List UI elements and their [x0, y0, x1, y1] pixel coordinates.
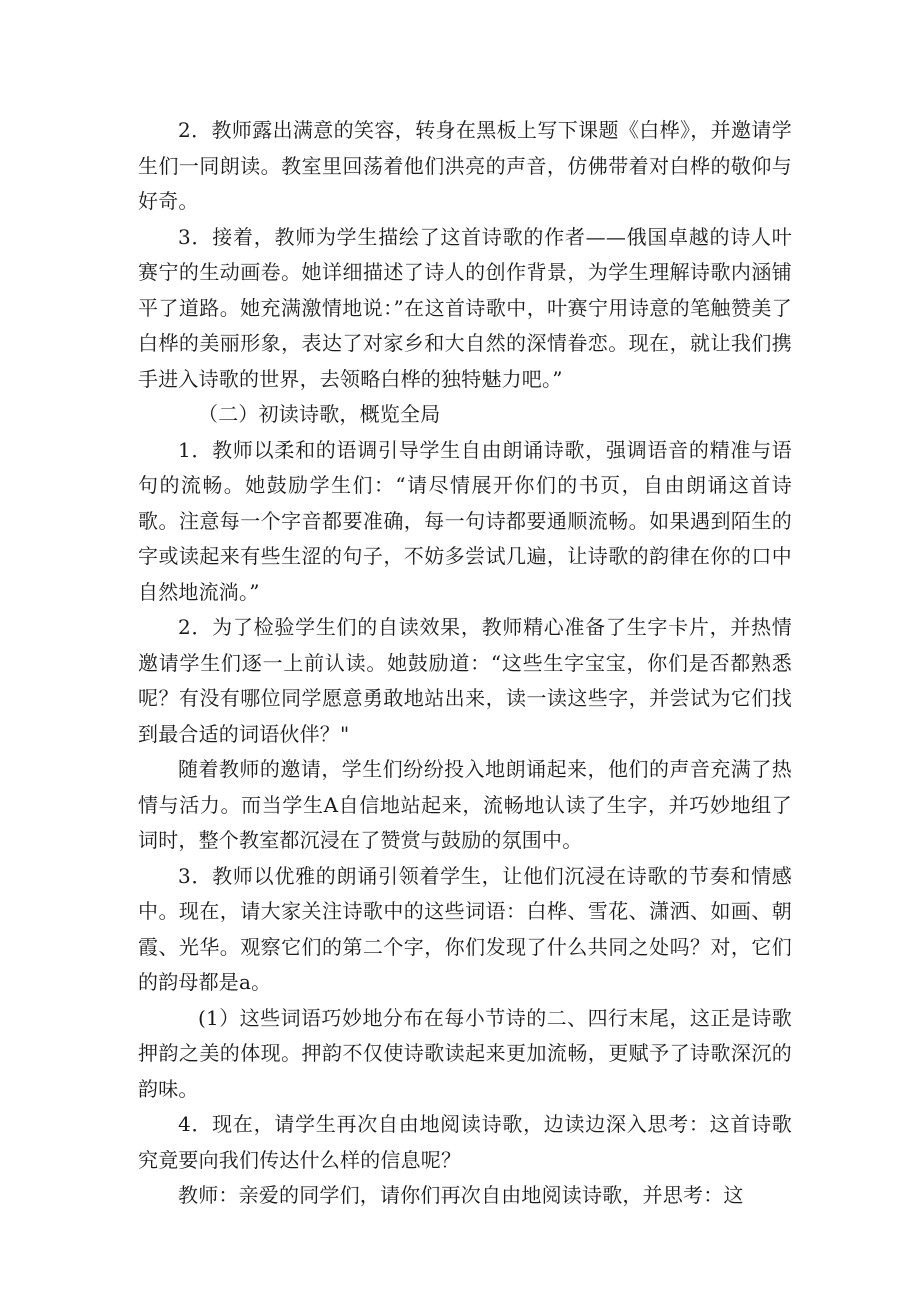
paragraph-item-2-title: 2．教师露出满意的笑容，转身在黑板上写下课题《白桦》，并邀请学生们一同朗读。教室里回荡着他们洪亮的声音，仿佛带着对白桦的敬仰与好奇。 [138, 118, 792, 213]
paragraph-item-3-author: 3．接着，教师为学生描绘了这首诗歌的作者——俄国卓越的诗人叶赛宁的生动画卷。她详细描述了诗人的创作背景，为学生理解诗歌内涵铺平了道路。她充满激情地说：”在这首诗歌中，叶赛宁用诗意的笔触赞美了白桦的美丽形象，表达了对家乡和大自然的深情眷恋。现在，就让我们携手进入诗歌的世界，去领略白桦的独特魅力吧。” [138, 224, 792, 391]
paragraph-subitem-1: (1）这些词语巧妙地分布在每小节诗的二、四行末尾，这正是诗歌押韵之美的体现。押韵不仅使诗歌读起来更加流畅，更赋予了诗歌深沉的韵味。 [138, 1005, 792, 1101]
paragraph-item-4-rereading: 4．现在，请学生再次自由地阅读诗歌，边读边深入思考：这首诗歌究竟要向我们传达什么样的信息呢？ [138, 1112, 792, 1172]
paragraph-item-2-cards: 2．为了检验学生们的自读效果，教师精心准备了生字卡片，并热情邀请学生们逐一上前认读。她鼓励道：“这些生字宝宝，你们是否都熟悉呢？有没有哪位同学愿意勇敢地站出来，读一读这些字，并尝试为它们找到最合适的词语伙伴？" [138, 615, 792, 746]
document-page [138, 113, 792, 1214]
paragraph-teacher-line: 教师：亲爱的同学们，请你们再次自由地阅读诗歌，并思考：这 [178, 1183, 744, 1207]
paragraph-item-3-rhyme: 3．教师以优雅的朗诵引领着学生，让他们沉浸在诗歌的节奏和情感中。现在，请大家关注诗歌中的这些词语：白桦、雪花、潇洒、如画、朝霞、光华。观察它们的第二个字，你们发现了什么共同之处吗？对，它们的韵母都是a。 [138, 863, 792, 994]
paragraph-student-response: 随着教师的邀请，学生们纷纷投入地朗诵起来，他们的声音充满了热情与活力。而当学生A自信地站起来，流畅地认读了生字，并巧妙地组了词时，整个教室都沉浸在了赞赏与鼓励的氛围中。 [138, 757, 792, 852]
section-heading: （二）初读诗歌，概览全局 [198, 402, 441, 426]
paragraph-item-1-reading: 1．教师以柔和的语调引导学生自由朗诵诗歌，强调语音的精准与语句的流畅。她鼓励学生们：“请尽情展开你们的书页，自由朗诵这首诗歌。注意每一个字音都要准确，每一句诗都要通顺流畅。如果遇到陌生的字或读起来有些生涩的句子，不妨多尝试几遍，让诗歌的韵律在你的口中自然地流淌。” [138, 437, 792, 604]
